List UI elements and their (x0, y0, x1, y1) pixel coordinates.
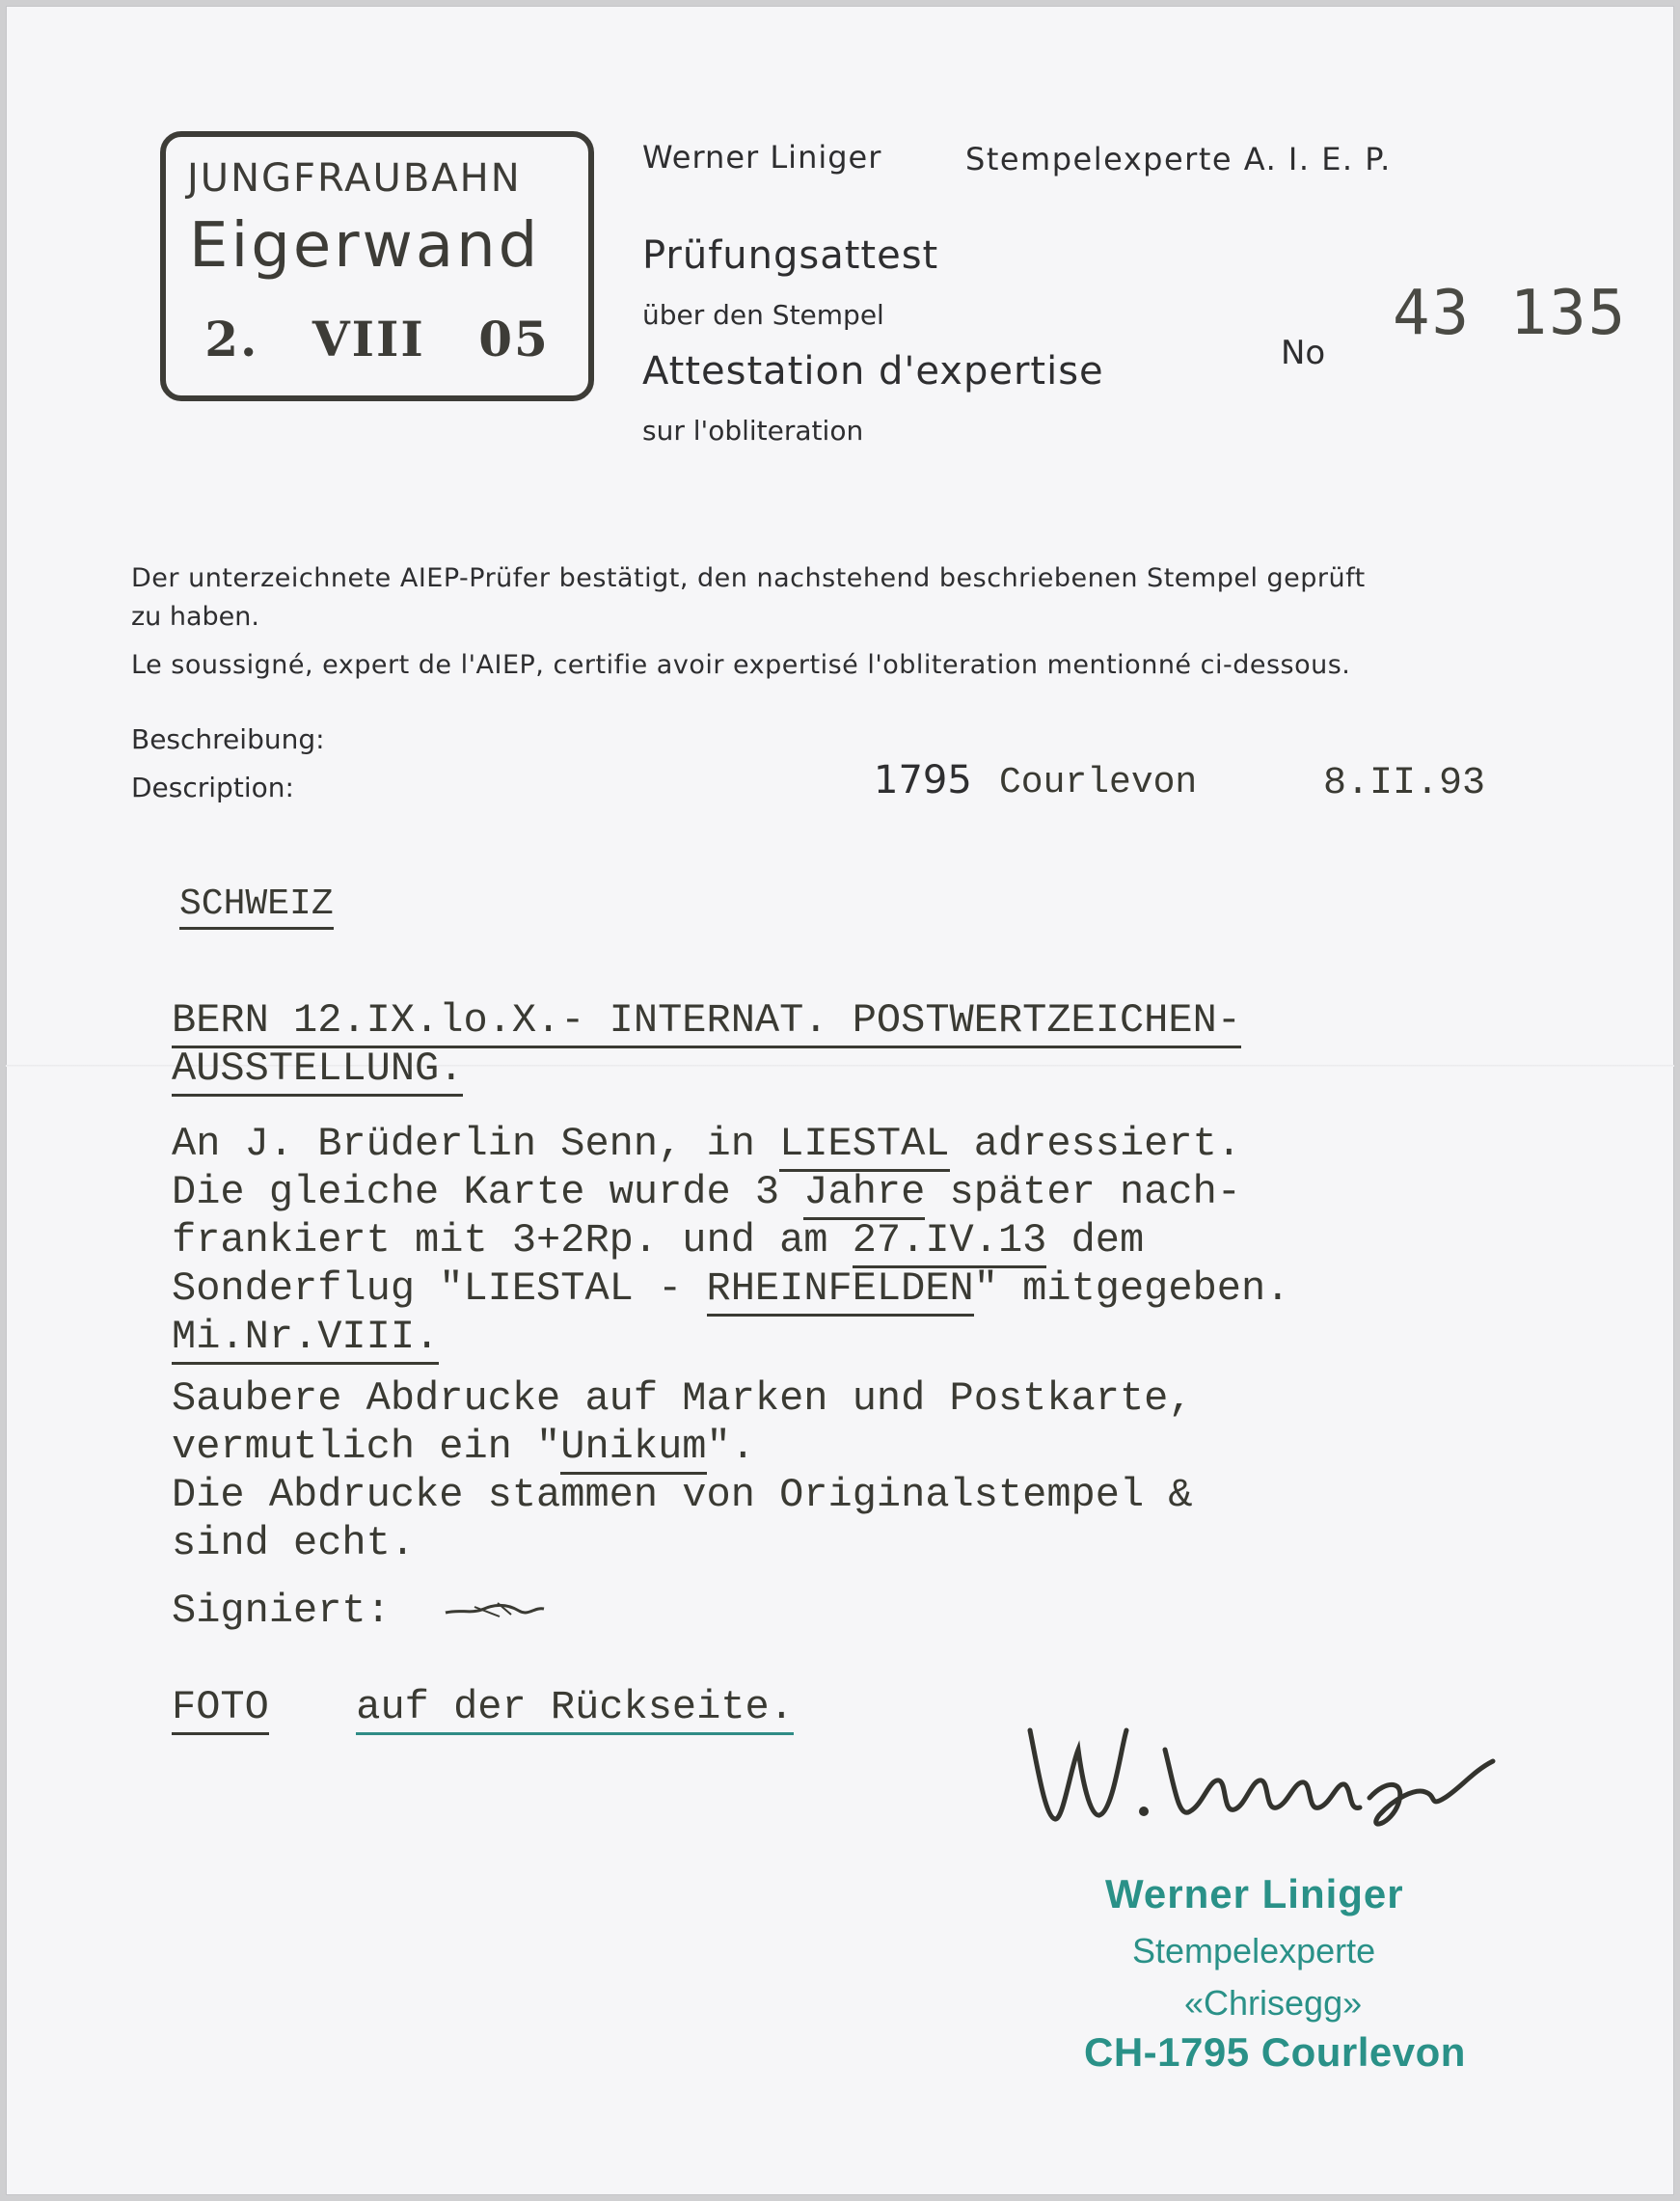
foto-label: FOTO (172, 1684, 269, 1735)
signed-label: Signiert: (172, 1588, 391, 1634)
flight-destination: RHEINFELDEN (707, 1265, 974, 1317)
country (179, 883, 334, 925)
body-line1 (172, 1121, 1241, 1167)
handwritten-signature (1020, 1711, 1503, 1836)
foto-location: auf der Rückseite. (356, 1684, 794, 1735)
description-postcode: 1795 (874, 758, 972, 802)
subtitle-fr: sur l'obliteration (642, 415, 864, 447)
body-line5 (172, 1314, 439, 1360)
stamp-line2: Eigerwand (189, 210, 541, 282)
stamp-date (166, 311, 588, 367)
certificate-sheet (6, 6, 1674, 2195)
intro-de-line1: Der unterzeichnete AIEP-Prüfer bestätigt, den nachstehend beschriebenen Stempel geprüft (131, 563, 1366, 593)
body-line2-c: später nach- (925, 1169, 1241, 1215)
body-line7-a: vermutlich ein " (172, 1424, 561, 1470)
body-line4 (172, 1265, 1289, 1312)
event-line1 (172, 997, 1241, 1044)
body-line3-c: dem (1046, 1217, 1145, 1264)
intro-de-line2: zu haben. (131, 602, 259, 632)
subtitle-de: über den Stempel (642, 299, 884, 331)
flight-date: 27.IV.13 (853, 1217, 1047, 1268)
body-line4-c: " mitgegeben. (973, 1265, 1290, 1312)
body-line6: Saubere Abdrucke auf Marken und Postkarte, (172, 1375, 1193, 1422)
country-text: SCHWEIZ (179, 883, 334, 930)
stamp-year: 05 (478, 311, 550, 367)
teal-stamp-address: CH-1795 Courlevon (1084, 2029, 1466, 2075)
body-line3 (172, 1217, 1144, 1264)
expert-name: Werner Liniger (642, 139, 882, 176)
event-line2-text: AUSSTELLUNG. (172, 1046, 463, 1097)
body-line7 (172, 1424, 755, 1470)
event-line2 (172, 1046, 463, 1092)
initials-mark (442, 1595, 548, 1624)
event-line1-text: BERN 12.IX.lo.X.- INTERNAT. POSTWERTZEICHEN- (172, 997, 1241, 1048)
description-place: Courlevon (999, 762, 1198, 803)
catalog-number: Mi.Nr.VIII. (172, 1314, 439, 1365)
description-label-de: Beschreibung: (131, 723, 325, 755)
title-de: Prüfungsattest (642, 233, 939, 278)
description-date: 8.II.93 (1323, 762, 1486, 805)
foto-line (172, 1684, 794, 1730)
teal-stamp-name: Werner Liniger (1105, 1871, 1404, 1916)
body-line2 (172, 1169, 1241, 1215)
postmark-stamp (160, 131, 594, 401)
body-line1-a: An J. Brüderlin Senn, in (172, 1121, 780, 1167)
body-line1-c: adressiert. (949, 1121, 1241, 1167)
teal-stamp-title: Stempelexperte (1132, 1931, 1376, 1970)
number-label: No (1281, 334, 1326, 372)
stamp-line1: JUNGFRAUBAHN (187, 156, 522, 201)
body-line4-a: Sonderflug "LIESTAL - (172, 1265, 707, 1312)
certificate-number: 43 135 (1393, 278, 1628, 349)
body-line8: Die Abdrucke stammen von Originalstempel & (172, 1472, 1193, 1518)
expert-title: Stempelexperte A. I. E. P. (965, 141, 1392, 177)
body-line2-b: Jahre (803, 1169, 925, 1220)
body-line3-a: frankiert mit 3+2Rp. und am (172, 1217, 853, 1264)
addressee-town: LIESTAL (779, 1121, 949, 1172)
stamp-day: 2. (204, 311, 259, 367)
intro-fr-line: Le soussigné, expert de l'AIEP, certifie avoir expertisé l'obliteration mentionné ci-dessous. (131, 650, 1351, 680)
description-label-fr: Description: (131, 772, 294, 803)
body-line7-c: ". (706, 1424, 755, 1470)
teal-stamp-house: «Chrisegg» (1184, 1983, 1363, 2023)
stamp-month: VIII (312, 311, 425, 367)
body-line9: sind echt. (172, 1520, 416, 1566)
title-fr: Attestation d'expertise (642, 349, 1104, 394)
unikum-text: Unikum (560, 1424, 706, 1475)
body-line2-a: Die gleiche Karte wurde 3 (172, 1169, 804, 1215)
